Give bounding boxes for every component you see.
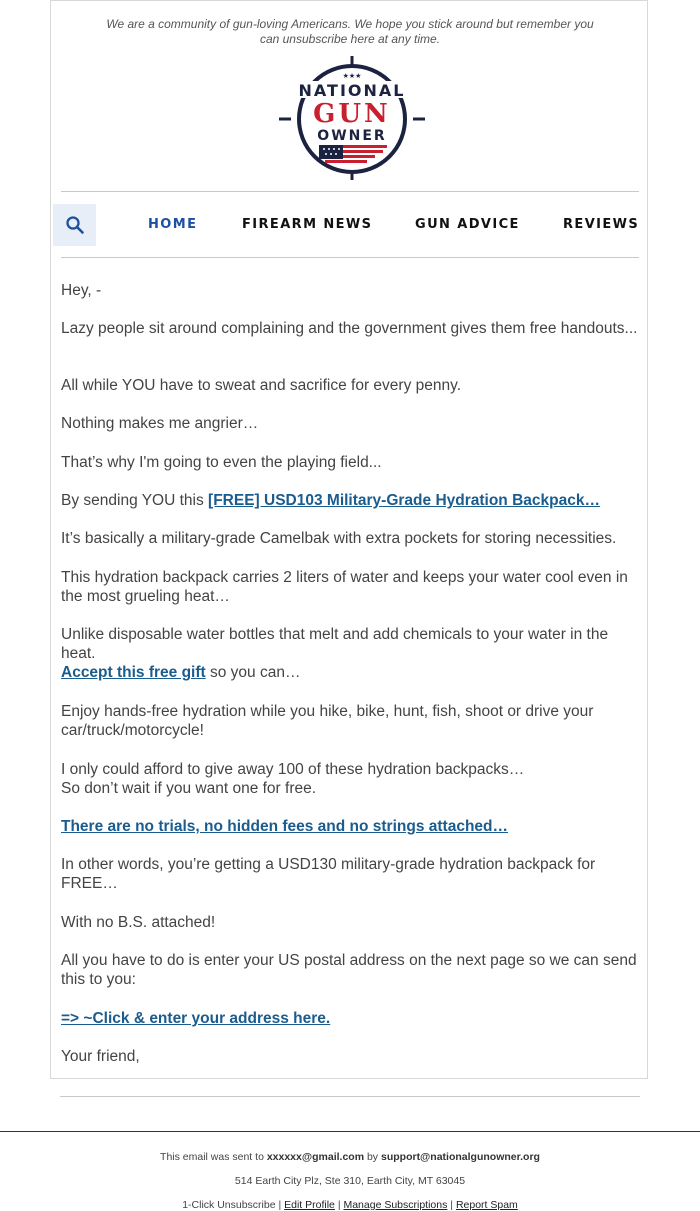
recipient-email: xxxxxx@gmail.com (266, 1151, 365, 1163)
tagline: We are a community of gun-loving Americans. We hope you stick around but remember you can unsubscribe here at any time. (106, 17, 594, 46)
paragraph: That’s why I'm going to even the playing field... (61, 454, 382, 471)
greeting: Hey, - (61, 282, 102, 299)
paragraph: This hydration backpack carries 2 liters of water and keeps your water cool even in the most grueling heat… (61, 569, 628, 605)
national-gun-owner-logo[interactable] (277, 56, 427, 181)
logo-line-owner: OWNER (317, 128, 387, 144)
footer-divider (60, 1096, 640, 1097)
paragraph: All you have to do is enter your US postal address on the next page so we can send this to you: (61, 952, 637, 988)
enter-address-link[interactable]: => ~Click & enter your address here. (61, 1010, 331, 1027)
paragraph (61, 1009, 641, 1028)
paragraph: All while YOU have to sweat and sacrifice for every penny. (61, 377, 462, 394)
paragraph: By sending YOU this [FREE] USD103 Military-Grade Hydration Backpack… (61, 492, 600, 509)
logo-line-gun: GUN (313, 99, 391, 129)
signoff: Your friend, (61, 1048, 140, 1065)
sent-to-line: This email was sent to xxxxxx@gmail.com by support@nationalgunowner.org (160, 1151, 540, 1163)
paragraph: Nothing makes me angrier… (61, 415, 259, 432)
no-strings-link[interactable]: There are no trials, no hidden fees and no strings attached… (61, 818, 509, 835)
logo-stars: ★★★ (342, 72, 362, 80)
paragraph: I only could afford to give away 100 of these hydration backpacks… So don’t wait if you want one for free. (61, 761, 525, 797)
free-backpack-link[interactable]: [FREE] USD103 Military-Grade Hydration Backpack… (208, 492, 600, 509)
search-icon[interactable] (65, 215, 85, 235)
header-divider (61, 191, 639, 192)
nav-divider (61, 257, 639, 258)
search-button[interactable] (53, 204, 96, 246)
paragraph: In other words, you’re getting a USD130 military-grade hydration backpack for FREE… (61, 856, 596, 892)
paragraph: Lazy people sit around complaining and the government gives them free handouts... (61, 320, 638, 337)
report-spam-link[interactable]: Report Spam (455, 1199, 518, 1211)
nav-firearm-news[interactable]: FIREARM NEWS (242, 217, 373, 232)
logo-flag (319, 145, 387, 163)
paragraph: With no B.S. attached! (61, 914, 216, 931)
email-card (50, 0, 648, 1079)
paragraph: It’s basically a military-grade Camelbak with extra pockets for storing necessities. (61, 530, 617, 547)
postal-address: 514 Earth City Plz, Ste 310, Earth City, MT 63045 (234, 1175, 466, 1187)
footer-links: 1-Click Unsubscribe | Edit Profile | Manage Subscriptions | Report Spam (182, 1199, 518, 1211)
logo-line-national: NATIONAL (298, 81, 406, 100)
nav-home[interactable]: HOME (148, 217, 198, 232)
nav-reviews[interactable]: REVIEWS (563, 217, 640, 232)
unsubscribe-text: 1-Click Unsubscribe (182, 1199, 276, 1211)
sender-email: support@nationalgunowner.org (380, 1151, 540, 1163)
manage-subscriptions-link[interactable]: Manage Subscriptions (343, 1199, 448, 1211)
paragraph: Unlike disposable water bottles that melt and add chemicals to your water in the heat. Accept this free gift so you can… (61, 626, 609, 681)
paragraph: Enjoy hands-free hydration while you hike, bike, hunt, fish, shoot or drive your car/truck/motorcycle! (61, 703, 594, 739)
edit-profile-link[interactable]: Edit Profile (284, 1199, 335, 1211)
email-footer (0, 1131, 700, 1211)
paragraph (61, 817, 641, 836)
nav-gun-advice[interactable]: GUN ADVICE (415, 217, 520, 232)
accept-gift-link[interactable]: Accept this free gift (61, 664, 206, 681)
